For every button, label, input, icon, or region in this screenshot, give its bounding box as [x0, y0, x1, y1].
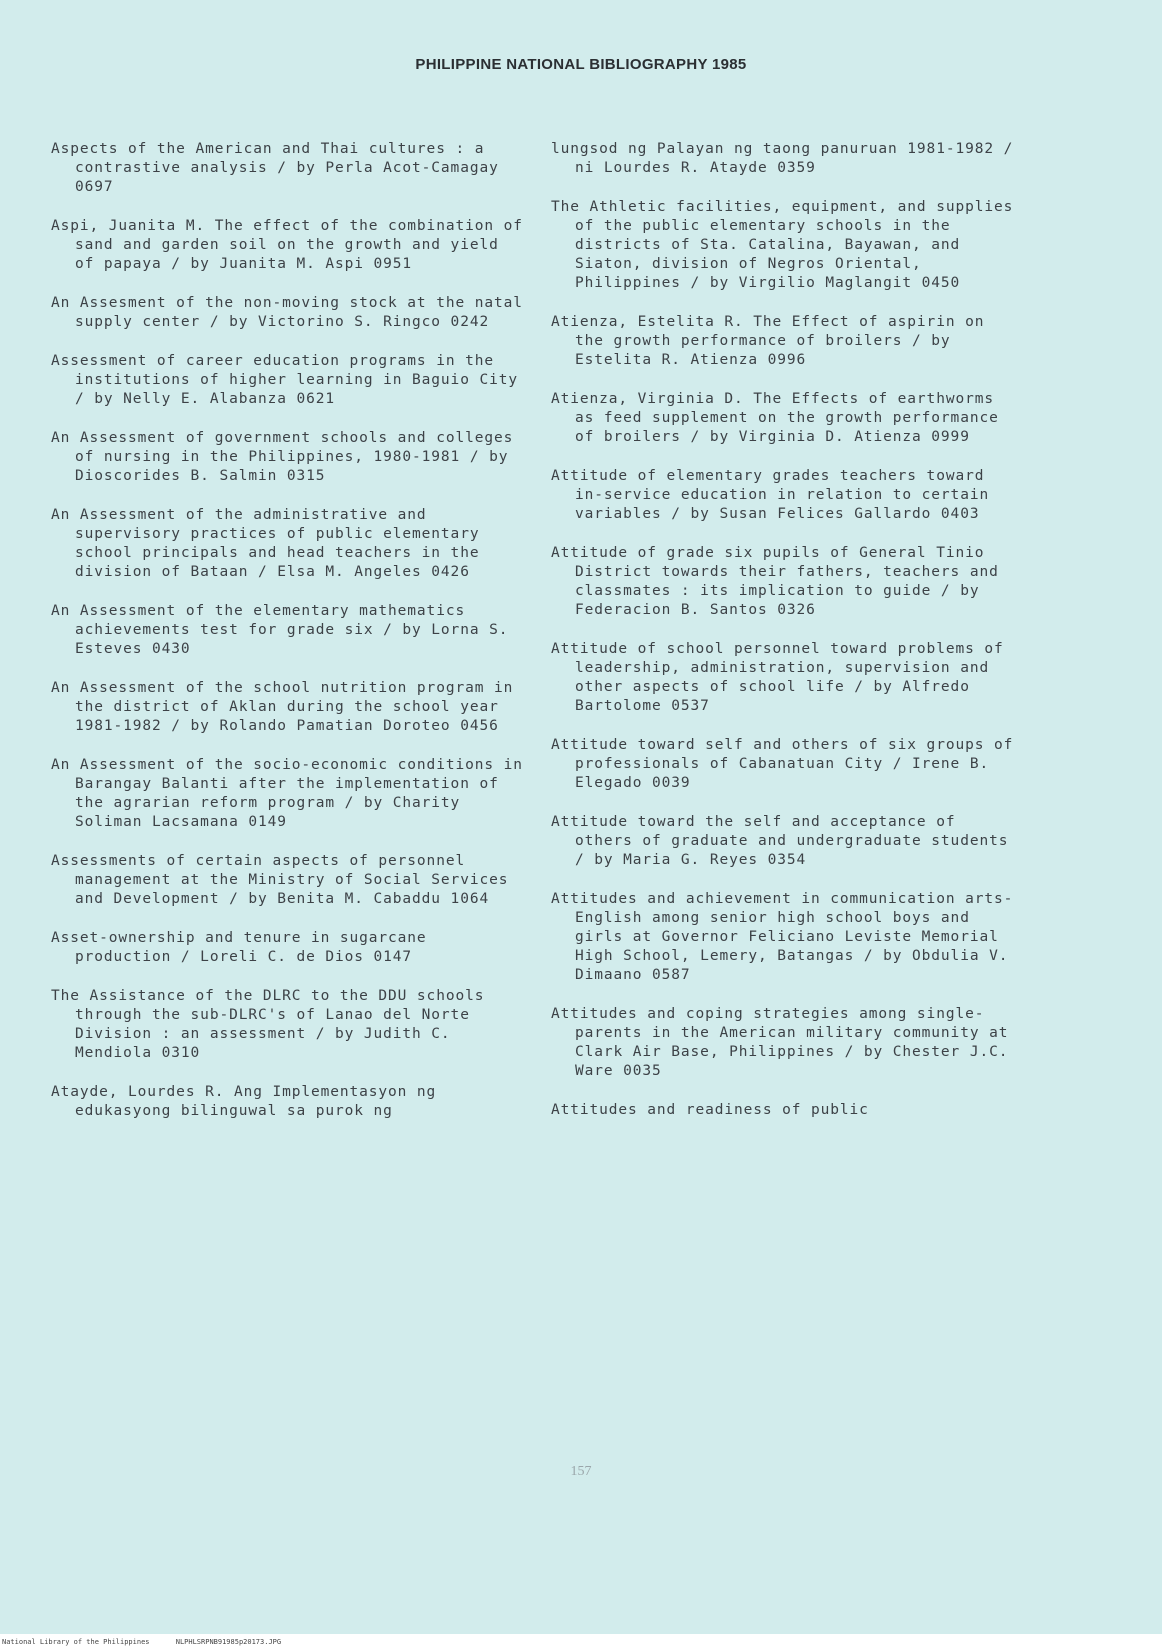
bibliography-entry: Attitude toward self and others of six groups of professionals of Cabanatuan City / Irene B. Elegado 0039	[551, 737, 1023, 791]
bibliography-entry: Assessment of career education programs in the institutions of higher learning in Baguio City / by Nelly E. Alabanza 0621	[51, 353, 528, 407]
bibliography-entry: Attitude toward the self and acceptance of others of graduate and undergraduate students / by Maria G. Reyes 0354	[551, 814, 1018, 868]
bibliography-entry: An Assessment of the administrative and supervisory practices of public elementary school principals and head teachers in the division of Bataan / Elsa M. Angeles 0426	[51, 507, 490, 580]
bibliography-entry: An Assesment of the non-moving stock at the natal supply center / by Victorino S. Ringco 0242	[51, 295, 533, 330]
footer-source: National Library of the Philippines	[2, 1638, 150, 1646]
bibliography-entry: Assessments of certain aspects of personnel management at the Ministry of Social Services and Development / by Benita M. Cabaddu 1064	[51, 853, 518, 907]
bibliography-entry: Attitude of grade six pupils of General Tinio District towards their fathers, teachers and classmates : its implication to guide / by Federacion B. Santos 0326	[551, 545, 1009, 618]
bibliography-entry: Asset-ownership and tenure in sugarcane production / Loreli C. de Dios 0147	[51, 930, 437, 965]
bibliography-entry: Aspi, Juanita M. The effect of the combination of sand and garden soil on the growth and yield of papaya / by Juanita M. Aspi 0951	[51, 218, 533, 272]
bibliography-entry: Attitudes and readiness of public	[551, 1102, 869, 1118]
bibliography-entry: Atienza, Virginia D. The Effects of earthworms as feed supplement on the growth performance of broilers / by Virginia D. Atienza 0999	[551, 391, 1009, 445]
page-number: 157	[570, 1464, 592, 1479]
bibliography-entry: An Assessment of the elementary mathematics achievements test for grade six / by Lorna S. Esteves 0430	[51, 603, 518, 657]
bibliography-entry: Atienza, Estelita R. The Effect of aspirin on the growth performance of broilers / by Estelita R. Atienza 0996	[551, 314, 994, 368]
left-column	[51, 140, 533, 1141]
bibliography-entry: Attitudes and coping strategies among single-parents in the American military community at Clark Air Base, Philippines / by Chester J.C. Ware 0035	[551, 1006, 1018, 1079]
bibliography-entry: Aspects of the American and Thai cultures : a contrastive analysis / by Perla Acot-Camagay 0697	[51, 141, 509, 195]
bibliography-entry: Atayde, Lourdes R. Ang Implementasyon ng edukasyong bilinguwal sa purok ng	[51, 1084, 446, 1119]
bibliography-entry: An Assessment of government schools and colleges of nursing in the Philippines, 1980-1981 / by Dioscorides B. Salmin 0315	[51, 430, 523, 484]
bibliography-entry: An Assessment of the school nutrition program in the district of Aklan during the school year 1981-1982 / by Rolando Pamatian Doroteo 0456	[51, 680, 523, 734]
bibliography-entry: The Assistance of the DLRC to the DDU schools through the sub-DLRC's of Lanao del Norte Division : an assessment / by Judith C. Mendiola 0310	[51, 988, 494, 1061]
right-column	[551, 140, 1021, 1140]
page-title: PHILIPPINE NATIONAL BIBLIOGRAPHY 1985	[415, 56, 747, 73]
bibliography-entry: An Assessment of the socio-economic conditions in Barangay Balanti after the implementation of the agrarian reform program / by Charity Soliman Lacsamana 0149	[51, 757, 533, 830]
bibliography-entry: Attitudes and achievement in communication arts-English among senior high school boys and girls at Governor Feliciano Leviste Memorial High School, Lemery, Batangas / by Obdulia V. Dimaano 0587	[551, 891, 1018, 983]
footer-file: NLPHLSRPNB91985p20173.JPG	[175, 1638, 282, 1646]
bibliography-entry: Attitude of school personnel toward problems of leadership, administration, supervision and other aspects of school life / by Alfredo Bartolome 0537	[551, 641, 1014, 714]
bibliography-entry: lungsod ng Palayan ng taong panuruan 1981-1982 / ni Lourdes R. Atayde 0359	[551, 141, 1023, 176]
bibliography-entry: Attitude of elementary grades teachers toward in-service education in relation to certain variables / by Susan Felices Gallardo 0403	[551, 468, 999, 522]
scan-footer	[0, 1634, 1162, 1650]
bibliography-entry: The Athletic facilities, equipment, and supplies of the public elementary schools in the districts of Sta. Catalina, Bayawan, and Siaton, division of Negros Oriental, Philippines / by Virgilio Maglangit 0450	[551, 199, 1023, 291]
